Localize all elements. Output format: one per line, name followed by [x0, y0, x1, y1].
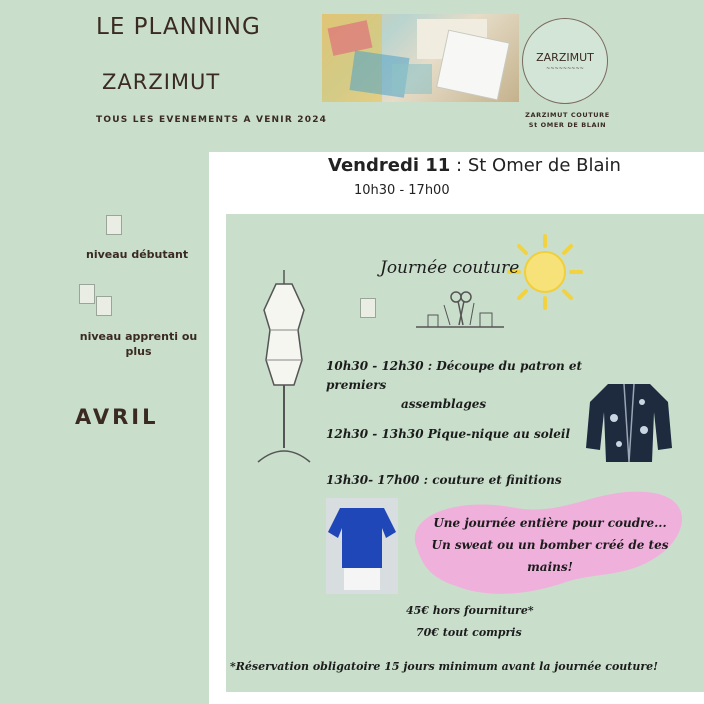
logo-tagline-graphic: ~~~~~~~~~	[546, 65, 584, 72]
header-photo	[322, 14, 519, 102]
fabric-collage-image	[322, 14, 519, 102]
reservation-note: *Réservation obligatoire 15 jours minimum avant la journée couture!	[230, 660, 658, 673]
brand-title: ZARZIMUT	[102, 70, 221, 94]
brand-logo	[522, 18, 608, 104]
page-title: LE PLANNING	[96, 14, 261, 40]
schedule-item-1-line2: assemblages	[401, 397, 487, 411]
spool-icon	[360, 298, 376, 318]
event-day: Vendredi 11	[328, 155, 451, 176]
bomber-jacket-image	[584, 378, 674, 464]
month-label: AVRIL	[75, 405, 159, 429]
schedule-item-1-line1: 10h30 - 12h30 : Découpe du patron et premiers	[326, 359, 583, 392]
legend-beginner: niveau débutant	[86, 248, 189, 261]
event-heading: Journée couture	[380, 258, 520, 278]
legend-apprentice: niveau apprenti ou plus	[79, 330, 198, 358]
event-pitch	[416, 512, 684, 578]
pitch-line-3: mains!	[527, 560, 573, 574]
event-date	[328, 155, 621, 176]
price-all-included: 70€ tout compris	[416, 626, 522, 639]
spool-icon	[96, 296, 112, 316]
logo-caption	[510, 110, 625, 130]
page-subtitle: TOUS LES EVENEMENTS A VENIR 2024	[96, 115, 328, 125]
pitch-line-1: Une journée entière pour coudre...	[433, 516, 667, 530]
event-hours: 10h30 - 17h00	[354, 183, 450, 198]
logo-text: ZARZIMUT	[536, 50, 594, 64]
blue-sweatshirt-image	[326, 498, 398, 594]
price-without-supplies: 45€ hors fourniture*	[406, 604, 534, 617]
schedule-item-3: 13h30- 17h00 : couture et finitions	[326, 473, 562, 487]
pitch-line-2: Un sweat ou un bomber créé de tes	[431, 538, 669, 552]
logo-caption-line2: St OMER DE BLAIN	[528, 121, 607, 129]
sewing-tools-icon	[414, 285, 506, 331]
logo-caption-line1: ZARZIMUT COUTURE	[525, 111, 610, 119]
schedule-item-2: 12h30 - 13h30 Pique-nique au soleil	[326, 427, 571, 441]
spool-icon	[106, 215, 122, 235]
spool-icon	[79, 284, 95, 304]
event-place: : St Omer de Blain	[450, 155, 621, 176]
dress-form-icon	[252, 270, 316, 470]
